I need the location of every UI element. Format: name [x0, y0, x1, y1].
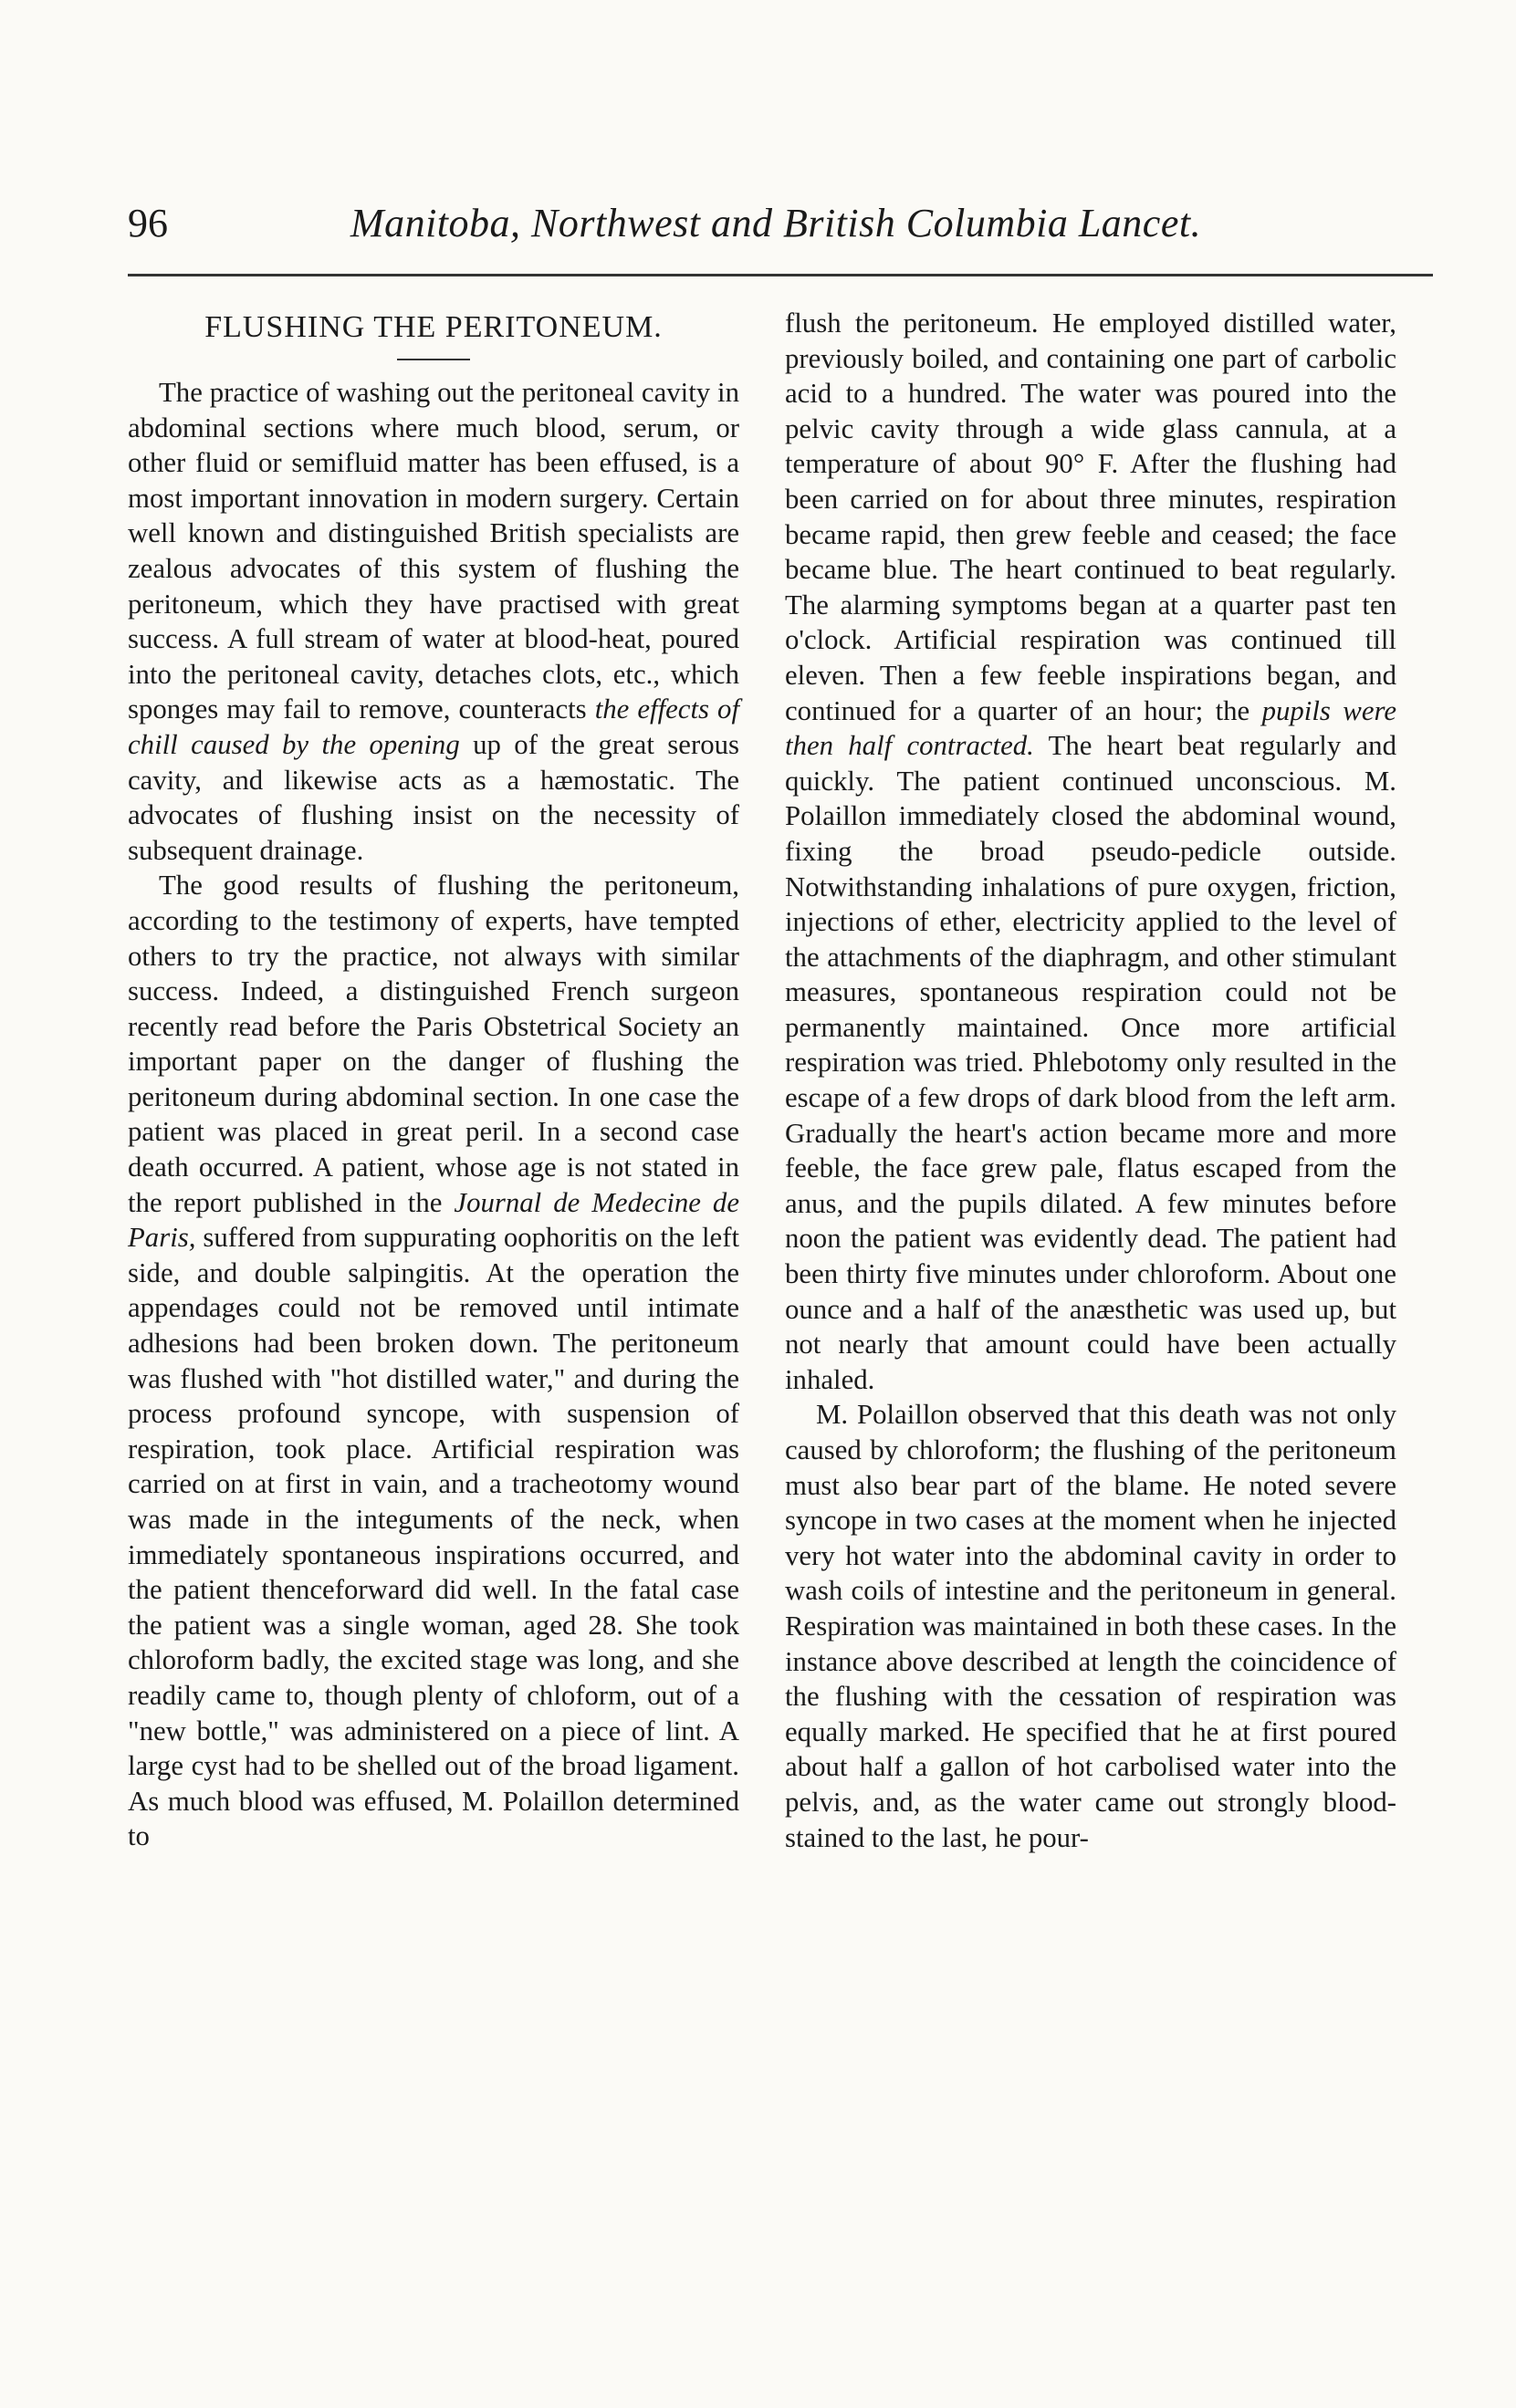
right-paragraph-1 — [785, 306, 1396, 1397]
running-head — [128, 196, 1424, 260]
journal-title: Manitoba, Northwest and British Columbia Lancet. — [350, 201, 1202, 245]
left-paragraph-1 — [128, 375, 739, 868]
left-column — [128, 306, 739, 1854]
journal-name-italic: Journal de Medecine de Paris, — [128, 1186, 739, 1254]
right-p2-text: M. Polaillon observed that this death was not only caused by chloroform; the flushing of the peritoneum must also bear part of the blame. He noted severe syncope in two cases at the moment when he injected very hot water into the abdominal cavity in order to wash coils of intestine and the peritoneum in general. Respiration was maintained in both these cases. In the instance above described at length the coincidence of the flushing with the cessation of respiration was equally marked. He specified that he at first poured about half a gallon of hot carbolised water into the pelvis, and, as the water came out strongly blood-stained to the last, he pour- — [785, 1399, 1396, 1853]
title-rule — [397, 359, 470, 360]
header-rule — [128, 274, 1433, 276]
right-p1-text: flush the peritoneum. He employed distilled water, previously boiled, and containing one part of carbolic acid to a hundred. The water was poured into the pelvic cavity through a wide glass cannula, at a temperature of about 90° F. After the flushing had been carried on for about three minutes, respiration became rapid, then grew feeble and ceased; the face became blue. The heart continued to beat regularly. The alarming symptoms began at a quarter past ten o'clock. Artificial respiration was continued till eleven. Then a few feeble inspirations began, and continued for a quarter of an hour; the — [785, 308, 1396, 726]
left-paragraph-2 — [128, 868, 739, 1854]
left-p2-end: suffered from suppurating oophoritis on the left side, and double salpingitis. At the operation the appendages could not be removed until intimate adhesions had been broken down. The peritoneum was flushed with "hot distilled water," and during the process profound syncope, with suspension of respiration, took place. Artificial respiration was carried on at first in vain, and a tracheotomy wound was made in the integuments of the neck, when immediately spontaneous inspirations occurred, and the patient thenceforward did well. In the fatal case the patient was a single woman, aged 28. She took chloroform badly, the excited stage was long, and she readily came to, though plenty of chloform, out of a "new bottle," was administered on a piece of lint. A large cyst had to be shelled out of the broad ligament. As much blood was effused, M. Polaillon determined to — [128, 1222, 740, 1852]
right-column — [785, 306, 1396, 1855]
article-title: FLUSHING THE PERITONEUM. — [204, 310, 663, 344]
left-p1-text: The practice of washing out the peritoneal cavity in abdominal sections where much blood, serum, or other fluid or semifluid matter has been effused, is a most important innovation in modern surgery. Certain well known and distinguished British specialists are zealous advocates of this system of flushing the peritoneum, which they have practised with great success. A full stream of water at blood-heat, poured into the peritoneal cavity, detaches clots, etc., which sponges may fail to remove, counteracts — [128, 377, 739, 725]
right-paragraph-2 — [785, 1397, 1396, 1855]
right-p1-italic: pupils were then half contracted. — [785, 694, 1397, 762]
left-p1-end: up of the great serous cavity, and likewise acts as a hæmostatic. The advocates of flushing insist on the necessity of subsequent drainage. — [128, 728, 739, 866]
page-number: 96 — [128, 201, 168, 245]
left-p2-text: The good results of flushing the peritoneum, according to the testimony of experts, have tempted others to try the practice, not always with similar success. Indeed, a distinguished French surgeon recently read before the Paris Obstetrical Society an important paper on the danger of flushing the peritoneum during abdominal section. In one case the patient was placed in great peril. In a second case death occurred. A patient, whose age is not stated in the report published in the — [128, 870, 739, 1218]
right-p1-end: The heart beat regularly and quickly. The patient continued unconscious. M. Polaillon immediately closed the abdominal wound, fixing the broad pseudo-pedicle outside. Notwithstanding inhalations of pure oxygen, friction, injections of ether, electricity applied to the level of the attachments of the diaphragm, and other stimulant measures, spontaneous respiration could not be permanently maintained. Once more artificial respiration was tried. Phlebotomy only resulted in the escape of a few drops of dark blood from the left arm. Gradually the heart's action became more and more feeble, the face grew pale, flatus escaped from the anus, and the pupils dilated. A few minutes before noon the patient was evidently dead. The patient had been thirty five minutes under chloroform. About one ounce and a half of the anæsthetic was used up, but not nearly that amount could have been actually inhaled. — [785, 730, 1396, 1395]
left-p1-italic: the effects of chill caused by the opening — [128, 693, 740, 760]
